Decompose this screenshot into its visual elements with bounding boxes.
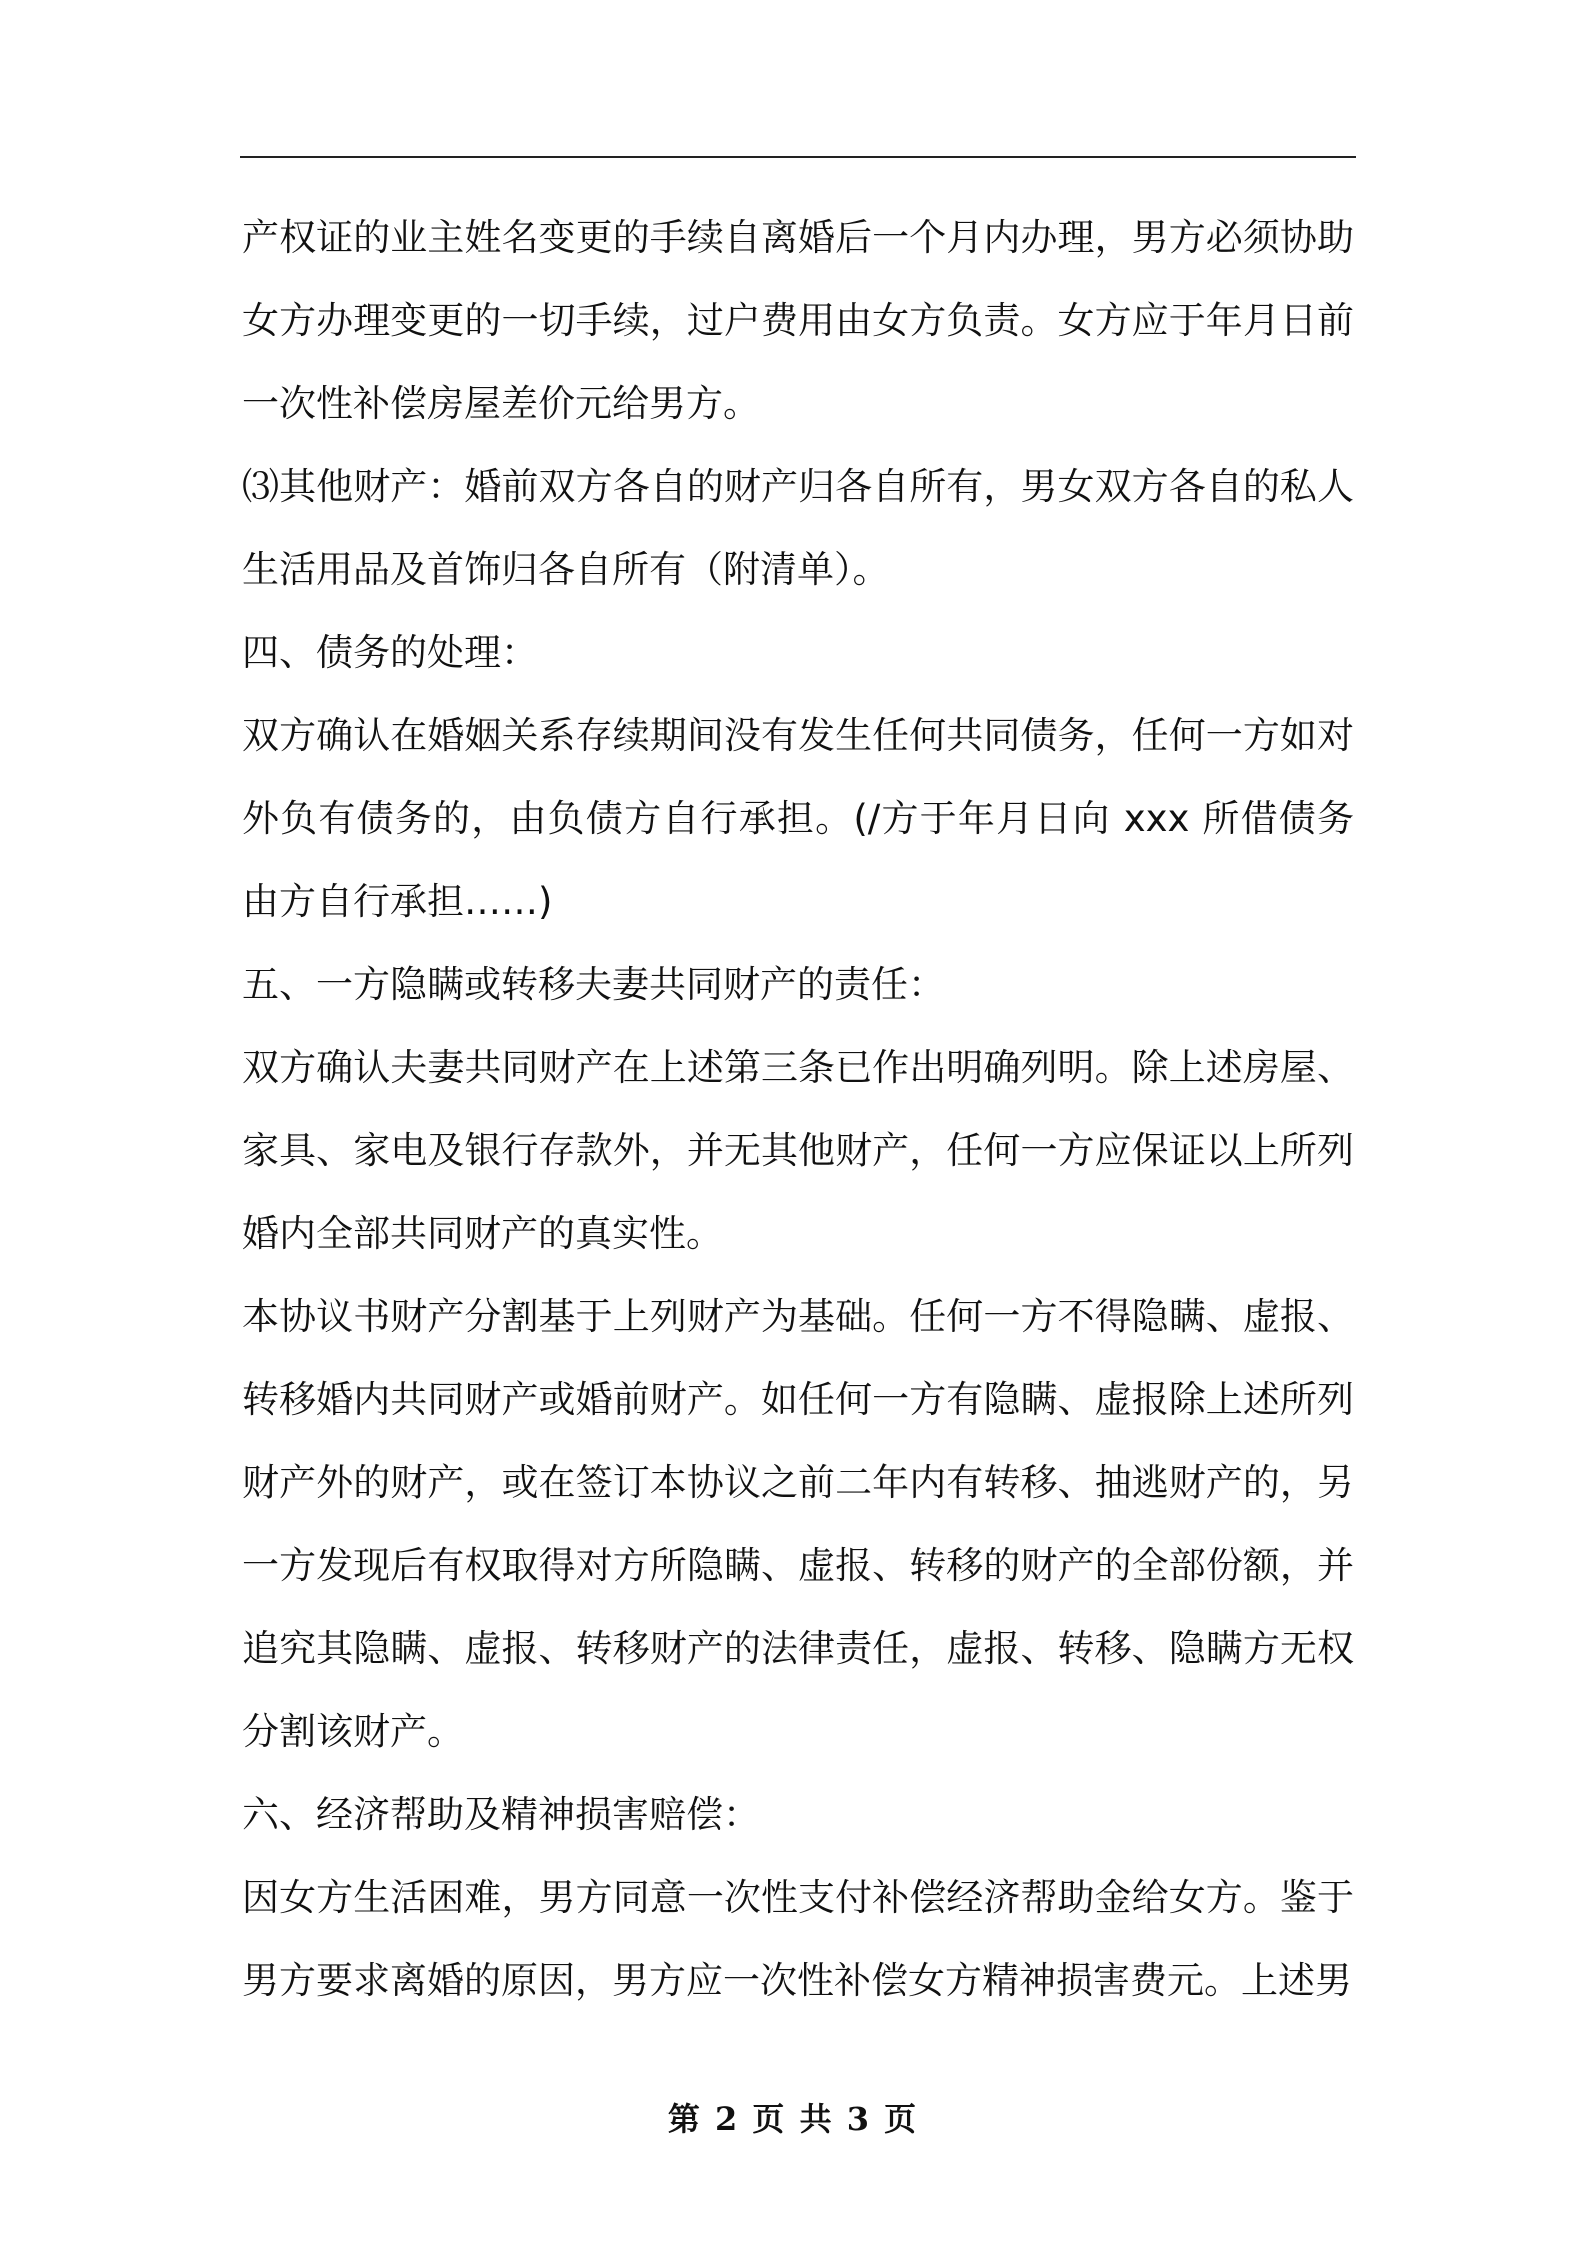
section-heading-compensation: 六、经济帮助及精神损害赔偿：: [242, 1793, 760, 1836]
paragraph-compensation: 因女方生活困难，男方同意一次性支付补偿经济帮助金给女方。鉴于男方要求离婚的原因，男方应一次性补偿女方精神损害费元。上述男: [242, 1876, 1354, 2002]
section-heading-debts: 四、债务的处理：: [242, 631, 538, 674]
paragraph-debts: 双方确认在婚姻关系存续期间没有发生任何共同债务，任何一方如对外负有债务的，由负债方自行承担。(/方于年月日向 xxx 所借债务由方自行承担……): [242, 714, 1354, 923]
section-heading-concealment: 五、一方隐瞒或转移夫妻共同财产的责任：: [242, 963, 945, 1006]
paragraph-concealment-liability: 本协议书财产分割基于上列财产为基础。任何一方不得隐瞒、虚报、转移婚内共同财产或婚前财产。如任何一方有隐瞒、虚报除上述所列财产外的财产，或在签订本协议之前二年内有转移、抽逃财产的，另一方发现后有权取得对方所隐瞒、虚报、转移的财产的全部份额，并追究其隐瞒、虚报、转移财产的法律责任，虚报、转移、隐瞒方无权分割该财产。: [242, 1295, 1354, 1753]
page-number-footer: 第 2 页 共 3 页: [667, 2100, 919, 2138]
document-body: [242, 196, 1354, 2022]
header-rule: [240, 156, 1356, 158]
paragraph-other-property: ⑶其他财产：婚前双方各自的财产归各自所有，男女双方各自的私人生活用品及首饰归各自所有（附清单）。: [242, 465, 1354, 591]
paragraph-property-transfer: 产权证的业主姓名变更的手续自离婚后一个月内办理，男方必须协助女方办理变更的一切手续，过户费用由女方负责。女方应于年月日前一次性补偿房屋差价元给男方。: [242, 216, 1354, 425]
paragraph-joint-property-confirmation: 双方确认夫妻共同财产在上述第三条已作出明确列明。除上述房屋、家具、家电及银行存款外，并无其他财产，任何一方应保证以上所列婚内全部共同财产的真实性。: [242, 1046, 1354, 1255]
